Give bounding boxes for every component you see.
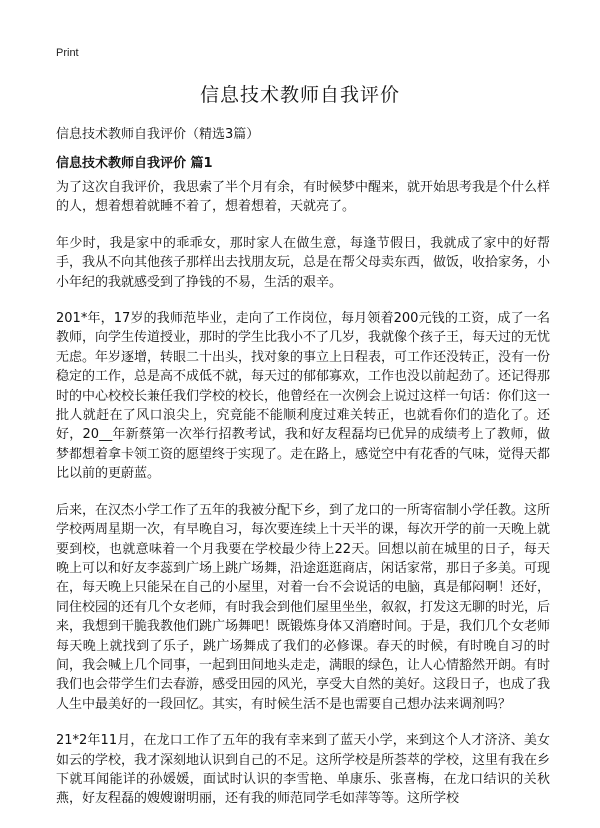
paragraph-3: 201*年，17岁的我师范毕业，走向了工作岗位，每月领着200元钱的工资，成了一名教师，向学生传道授业，那时的学生比我小不了几岁，我就像个孩子王，每天过的无忧无虑。年岁逐增，转眼二十出头，找对象的事立上日程表，可工作还没转正，没有一份稳定的工作，总是高不成低不就，每天过的郁郁寡欢，工作也没以前起劲了。还记得那时的中心校校长兼任我们学校的校长，他曾经在一次例会上说过这样一句话：你们这一批人就赶在了风口浪尖上，究竟能不能顺利度过难关转正，也就看你们的造化了。还好，20__年新蔡第一次举行招教考试，我和好友程磊均已优异的成绩考上了教师，做梦都想着拿卡领工资的愿望终于实现了。走在路上，感觉空中有花香的气味，觉得天都比以前的更蔚蓝。 — [56, 311, 551, 482]
document-subtitle: 信息技术教师自我评价（精选3篇） — [56, 127, 260, 142]
paragraph-1: 为了这次自我评价，我思索了半个月有余，有时候梦中醒来，就开始思考我是个什么样的人，想着想着就睡不着了，想着想着，天就亮了。 — [56, 180, 551, 215]
paragraph-2: 年少时，我是家中的乖乖女，那时家人在做生意，每逢节假日，我就成了家中的好帮手，我从不向其他孩子那样出去找朋友玩，总是在帮父母卖东西，做饭，收拾家务，小小年纪的我就感受到了挣钱的不易，生活的艰辛。 — [56, 235, 551, 290]
paragraph-5: 21*2年11月，在龙口工作了五年的我有幸来到了蓝天小学，来到这个人才济济、美女如云的学校，我才深刻地认识到自己的不足。这所学校是所荟萃的学校，这里有我在乡下就耳闻能详的孙媛媛，面试时认识的李雪艳、单康乐、张喜梅，在龙口结识的关秋燕，好友程磊的嫂嫂谢明丽，还有我的师范同学毛如萍等等。这所学校 — [56, 733, 551, 807]
article-body — [56, 178, 550, 826]
paragraph-4: 后来，在汉杰小学工作了五年的我被分配下乡，到了龙口的一所寄宿制小学任教。这所学校两周星期一次，有早晚自习，每次要连续上十天半的课，每次开学的前一天晚上就要到校，也就意味着一个月我要在学校最少待上22天。回想以前在城里的日子，每天晚上可以和好友李蕊到广场上跳广场舞，沿途逛逛商店，闲话家常，那日子多美。可现在，每天晚上只能呆在自己的小屋里，对着一台不会说话的电脑，真是郁闷啊！还好，同住校园的还有几个女老师，有时我会到他们屋里坐坐，叙叙，打发这无聊的时光，后来，我想到干脆我教他们跳广场舞吧！既锻炼身体又消磨时间。于是，我们几个女老师每天晚上就找到了乐子，跳广场舞成了我们的必修课。春天的时候，有时晚自习的时间，我会喊上几个同事，一起到田间地头走走，满眼的绿色，让人心情豁然开朗。有时我们也会带学生们去春游，感受田园的风光，享受大自然的美好。这段日子，也成了我人生中最美好的一段回忆。其实，有时候生活不是也需要自己想办法来调剂吗？ — [56, 502, 551, 712]
page-title: 信息技术教师自我评价 — [199, 84, 400, 106]
print-link[interactable]: Print — [56, 47, 79, 59]
section-heading: 信息技术教师自我评价 篇1 — [56, 156, 213, 171]
